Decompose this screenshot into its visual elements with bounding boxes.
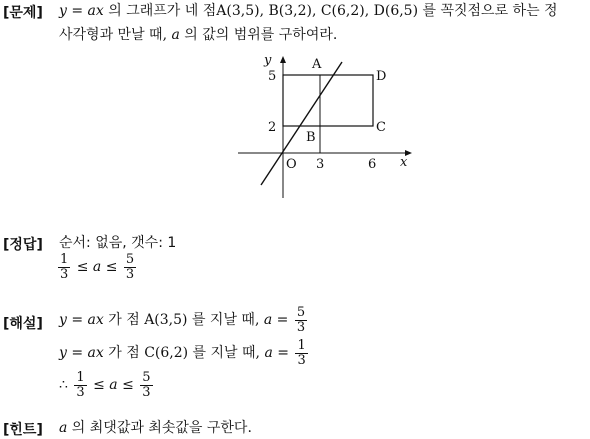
- fraction: $\frac{1}{3}$: [297, 337, 306, 368]
- solution-line-2: y = ax 가 점 C(6,2) 를 지날 때, a = $\frac{1}{3}$: [59, 337, 306, 368]
- solution-line-1: y = ax 가 점 A(3,5) 를 지날 때, a = $\frac{5}{3}$: [59, 304, 306, 335]
- tick-label-x-6: 6: [368, 157, 377, 172]
- point-label-b: B: [306, 130, 316, 145]
- hint-line: [59, 419, 252, 437]
- variable: a: [171, 27, 180, 43]
- tick-label-x-3: 3: [316, 157, 325, 172]
- point-label-c: C: [376, 120, 386, 135]
- point-label-a: A: [312, 57, 322, 72]
- text: 의 최댓값과 최솟값을 구한다.: [67, 420, 252, 436]
- fraction-lower: $\frac{1}{3}$: [60, 251, 69, 282]
- solution-tag: [해설]: [3, 316, 43, 332]
- text: 를 꼭짓점으로 하는 정: [418, 3, 558, 19]
- coordinate-figure: [230, 50, 420, 200]
- text: 의 그래프가 네 점: [103, 3, 217, 19]
- answer-inequality: [56, 252, 138, 282]
- axis-label-y: y: [264, 53, 272, 68]
- fraction: $\frac{5}{3}$: [296, 304, 306, 335]
- tick-label-y-5: 5: [268, 69, 277, 84]
- hint-tag: [힌트]: [3, 422, 43, 438]
- axis-label-x: x: [400, 155, 408, 170]
- answer-tag: [정답]: [3, 237, 43, 253]
- tick-label-y-2: 2: [268, 120, 277, 135]
- fraction-lower: $\frac{1}{3}$: [76, 369, 85, 400]
- therefore-symbol: ∴: [59, 377, 68, 393]
- variable: a: [59, 420, 68, 436]
- fraction-upper: $\frac{5}{3}$: [142, 369, 151, 400]
- solution-line-3: ∴ $\frac{1}{3}$ ≤ a ≤ $\frac{5}{3}$: [59, 369, 151, 400]
- answer-line-1: 순서: 없음, 갯수: 1: [59, 235, 177, 251]
- inequality: ≤ a ≤: [76, 259, 118, 275]
- problem-line-1: [59, 2, 558, 20]
- problem-tag: [문제]: [3, 5, 43, 21]
- text: 의 값의 범위를 구하여라.: [179, 27, 338, 43]
- problem-line-2: [59, 26, 337, 44]
- fraction-upper: $\frac{5}{3}$: [125, 251, 135, 282]
- y-axis-arrow: [280, 56, 286, 63]
- equation: y = ax: [59, 3, 104, 19]
- point-label-d: D: [376, 69, 387, 84]
- origin-label: O: [286, 157, 297, 172]
- points: A(3,5), B(3,2), C(6,2), D(6,5): [216, 3, 419, 19]
- text: 사각형과 만날 때,: [59, 27, 172, 43]
